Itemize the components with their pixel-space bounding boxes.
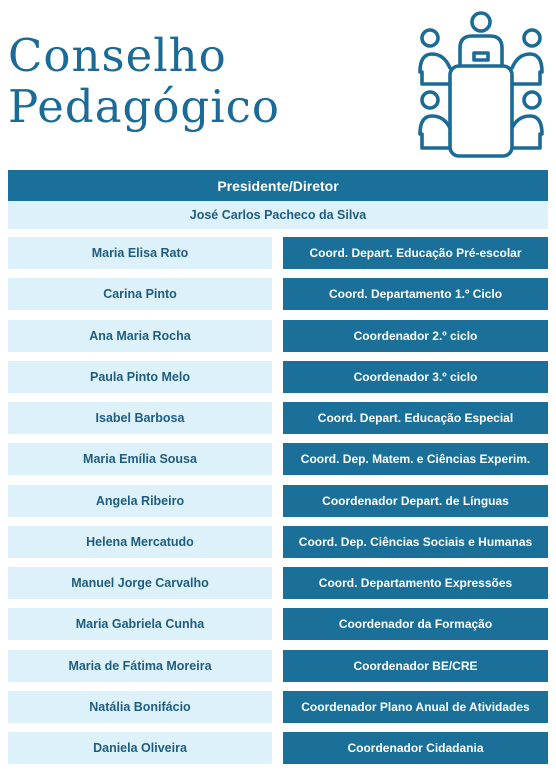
member-row [8,278,548,310]
member-role: Coord. Depart. Educação Pré-escolar [283,237,548,269]
member-name: Natália Bonifácio [8,691,272,723]
member-row [8,691,548,723]
member-row [8,402,548,434]
page-title [8,30,280,132]
member-name: Helena Mercatudo [8,526,272,558]
title-line-1: Conselho [8,29,227,82]
president-name: José Carlos Pacheco da Silva [8,201,548,229]
member-role: Coord. Dep. Matem. e Ciências Experim. [283,443,548,475]
member-row [8,485,548,517]
member-role: Coord. Departamento Expressões [283,567,548,599]
member-role: Coord. Dep. Ciências Sociais e Humanas [283,526,548,558]
member-name: Ana Maria Rocha [8,320,272,352]
member-role: Coordenador Cidadania [283,732,548,764]
member-role: Coordenador da Formação [283,608,548,640]
member-role: Coordenador Plano Anual de Atividades [283,691,548,723]
members-list [8,237,548,773]
member-name: Paula Pinto Melo [8,361,272,393]
member-row [8,237,548,269]
member-name: Maria Elisa Rato [8,237,272,269]
member-role: Coord. Depart. Educação Especial [283,402,548,434]
member-row [8,608,548,640]
member-row [8,361,548,393]
member-role: Coordenador 2.º ciclo [283,320,548,352]
member-name: Isabel Barbosa [8,402,272,434]
member-name: Maria Emília Sousa [8,443,272,475]
member-row [8,320,548,352]
meeting-table-icon [414,8,548,158]
member-row [8,526,548,558]
member-role: Coord. Departamento 1.º Ciclo [283,278,548,310]
member-row [8,650,548,682]
member-name: Daniela Oliveira [8,732,272,764]
member-row [8,443,548,475]
title-line-2: Pedagógico [8,80,280,133]
member-role: Coordenador Depart. de Línguas [283,485,548,517]
member-row [8,567,548,599]
member-name: Carina Pinto [8,278,272,310]
member-name: Angela Ribeiro [8,485,272,517]
member-role: Coordenador 3.º ciclo [283,361,548,393]
member-row [8,732,548,764]
member-role: Coordenador BE/CRE [283,650,548,682]
president-header: Presidente/Diretor [8,170,548,201]
member-name: Manuel Jorge Carvalho [8,567,272,599]
member-name: Maria de Fátima Moreira [8,650,272,682]
member-name: Maria Gabriela Cunha [8,608,272,640]
